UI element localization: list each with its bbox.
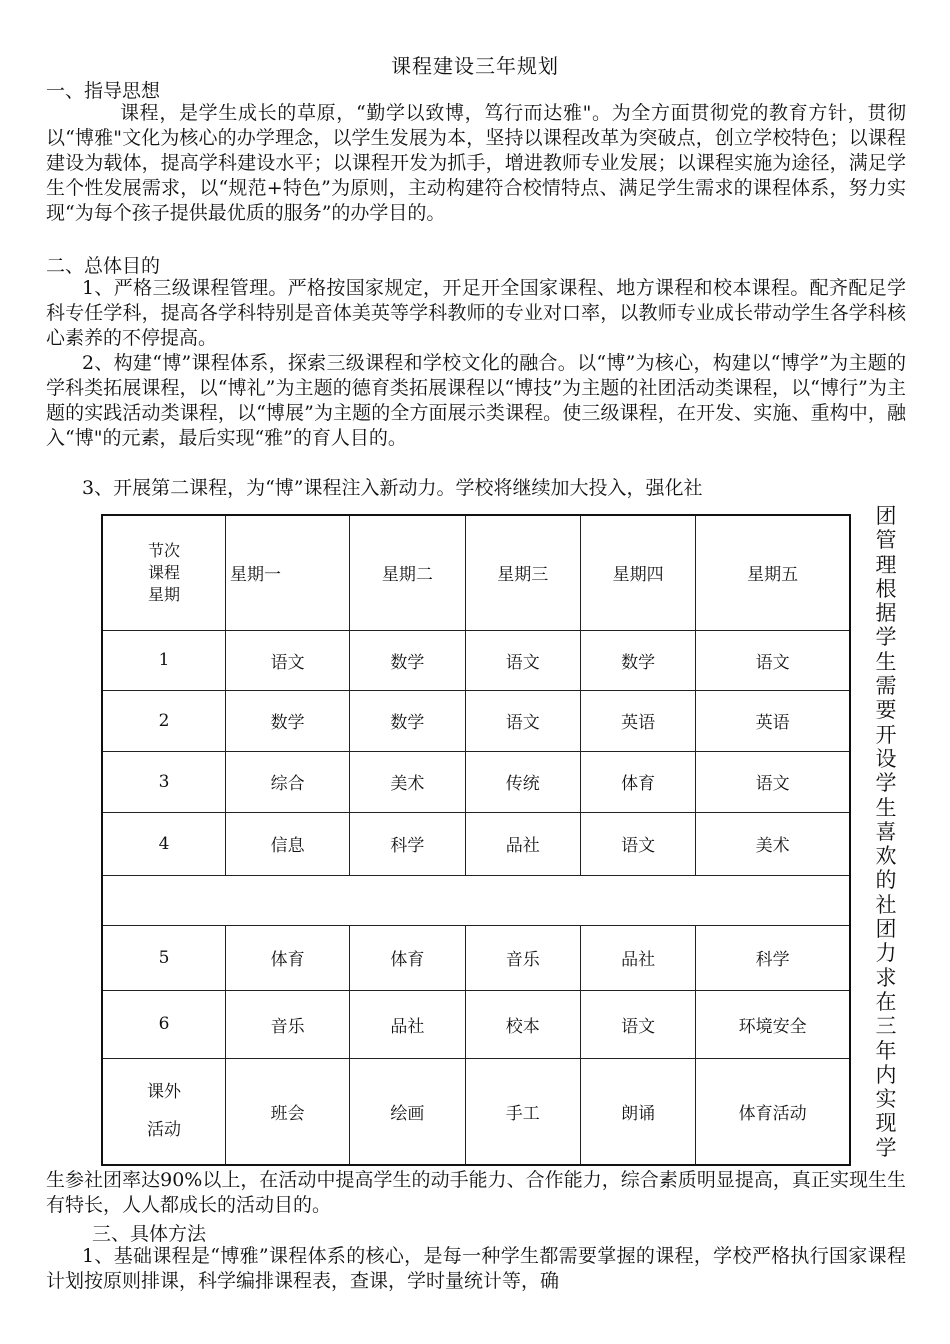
day-header: 星期三 <box>465 515 580 630</box>
course-cell: 语文 <box>696 751 850 812</box>
paragraph-text: 1、严格三级课程管理。严格按国家规定，开足开全国家课程、地方课程和校本课程。配齐配足学科专任学科，提高各学科特别是音体美英等学科教师的专业对口率，以教师专业成长带动学生各学科核心素养的不停提高。 <box>46 277 906 349</box>
course-cell: 科学 <box>696 925 850 990</box>
course-cell: 品社 <box>465 812 580 875</box>
table-row <box>102 990 850 1058</box>
page-title: 课程建设三年规划 <box>391 54 559 78</box>
paragraph-guiding-idea <box>46 101 906 226</box>
day-header: 星期一 <box>226 515 350 630</box>
table-break-row <box>102 875 850 925</box>
paragraph-text: 课程，是学生成长的草原，“勤学以致博，笃行而达雅"。为全方面贯彻党的教育方针，贯彻以“博雅"文化为核心的办学理念，以学生发展为本，坚持以课程改革为突破点，创立学校特色；以课程建设为载体，提高学科建设水平；以课程开发为抓手，增进教师专业发展；以课程实施为途径，满足学生个性发展需求，以“规范+特色”为原则，主动构建符合校情特点、满足学生需求的课程体系，努力实现“为每个孩子提供最优质的服务”的办学目的。 <box>46 102 906 224</box>
course-cell: 语文 <box>696 630 850 690</box>
course-cell: 语文 <box>465 630 580 690</box>
extra-label-cell <box>102 1058 226 1165</box>
period-cell: 1 <box>102 630 226 690</box>
activity-cell: 班会 <box>226 1058 350 1165</box>
course-cell: 校本 <box>465 990 580 1058</box>
paragraph-method-1 <box>46 1244 906 1294</box>
corner-label: 课程 <box>147 562 180 582</box>
activity-cell: 朗诵 <box>580 1058 695 1165</box>
schedule-table <box>101 514 851 1166</box>
course-cell: 体育 <box>226 925 350 990</box>
course-cell: 数学 <box>580 630 695 690</box>
course-cell: 语文 <box>465 690 580 751</box>
paragraph-goal-3 <box>46 476 906 501</box>
course-cell: 音乐 <box>465 925 580 990</box>
paragraph-text: 3、开展第二课程，为“博”课程注入新动力。学校将继续加大投入，强化社 <box>82 477 703 499</box>
paragraph-goal-1 <box>46 276 906 351</box>
course-cell: 语文 <box>580 990 695 1058</box>
extra-label: 活动 <box>147 1120 181 1141</box>
course-cell: 语文 <box>580 812 695 875</box>
section-heading-2: 二、总体目的 <box>46 255 161 277</box>
course-cell: 品社 <box>350 990 465 1058</box>
empty-break-cell <box>102 875 850 925</box>
course-cell: 传统 <box>465 751 580 812</box>
paragraph-goal-3-continued <box>46 1168 906 1218</box>
course-cell: 环境安全 <box>696 990 850 1058</box>
period-cell: 4 <box>102 812 226 875</box>
course-cell: 体育 <box>350 925 465 990</box>
table-header-row <box>102 515 850 630</box>
activity-cell: 手工 <box>465 1058 580 1165</box>
paragraph-text: 2、构建“博”课程体系，探索三级课程和学校文化的融合。以“博”为核心，构建以“博学”为主题的学科类拓展课程，以“博礼”为主题的德育类拓展课程以“博技”为主题的社团活动类课程，以“博行”为主题的实践活动类课程，以“博展”为主题的全方面展示类课程。使三级课程，在开发、实施、重构中，融入“博"的元素，最后实现“雅”的育人目的。 <box>46 352 906 449</box>
period-cell: 5 <box>102 925 226 990</box>
course-cell: 科学 <box>350 812 465 875</box>
table-row <box>102 925 850 990</box>
course-cell: 综合 <box>226 751 350 812</box>
period-cell: 6 <box>102 990 226 1058</box>
course-cell: 美术 <box>350 751 465 812</box>
course-cell: 信息 <box>226 812 350 875</box>
activity-cell: 绘画 <box>350 1058 465 1165</box>
table-row <box>102 812 850 875</box>
corner-label: 星期 <box>147 584 180 604</box>
course-cell: 语文 <box>226 630 350 690</box>
day-header: 星期四 <box>580 515 695 630</box>
course-cell: 体育 <box>580 751 695 812</box>
course-cell: 音乐 <box>226 990 350 1058</box>
section-heading-3: 三、具体方法 <box>92 1223 207 1245</box>
table-row <box>102 690 850 751</box>
course-cell: 数学 <box>350 690 465 751</box>
section-heading-1: 一、指导思想 <box>46 80 161 102</box>
period-cell: 3 <box>102 751 226 812</box>
table-row <box>102 630 850 690</box>
table-row-extracurricular <box>102 1058 850 1165</box>
corner-label: 节次 <box>147 540 180 560</box>
course-cell: 数学 <box>350 630 465 690</box>
day-header: 星期五 <box>696 515 850 630</box>
course-cell: 数学 <box>226 690 350 751</box>
extra-label: 课外 <box>147 1082 181 1103</box>
course-cell: 英语 <box>580 690 695 751</box>
paragraph-text: 生参社团率达90%以上，在活动中提高学生的动手能力、合作能力，综合素质明显提高，真正实现生生有特长，人人都成长的活动目的。 <box>46 1169 906 1216</box>
activity-cell: 体育活动 <box>696 1058 850 1165</box>
day-header: 星期二 <box>350 515 465 630</box>
paragraph-text: 1、基础课程是“博雅”课程体系的核心，是每一种学生都需要掌握的课程，学校严格执行国家课程计划按原则排课，科学编排课程表，查课，学时量统计等，确 <box>46 1245 906 1292</box>
course-cell: 英语 <box>696 690 850 751</box>
course-cell: 品社 <box>580 925 695 990</box>
corner-cell <box>102 515 226 630</box>
period-cell: 2 <box>102 690 226 751</box>
vertical-wrapped-text: 团管理根据学生需要开设学生喜欢的社团力求在三年内实现学 <box>875 504 897 1160</box>
course-cell: 美术 <box>696 812 850 875</box>
paragraph-goal-2 <box>46 351 906 451</box>
table-row <box>102 751 850 812</box>
